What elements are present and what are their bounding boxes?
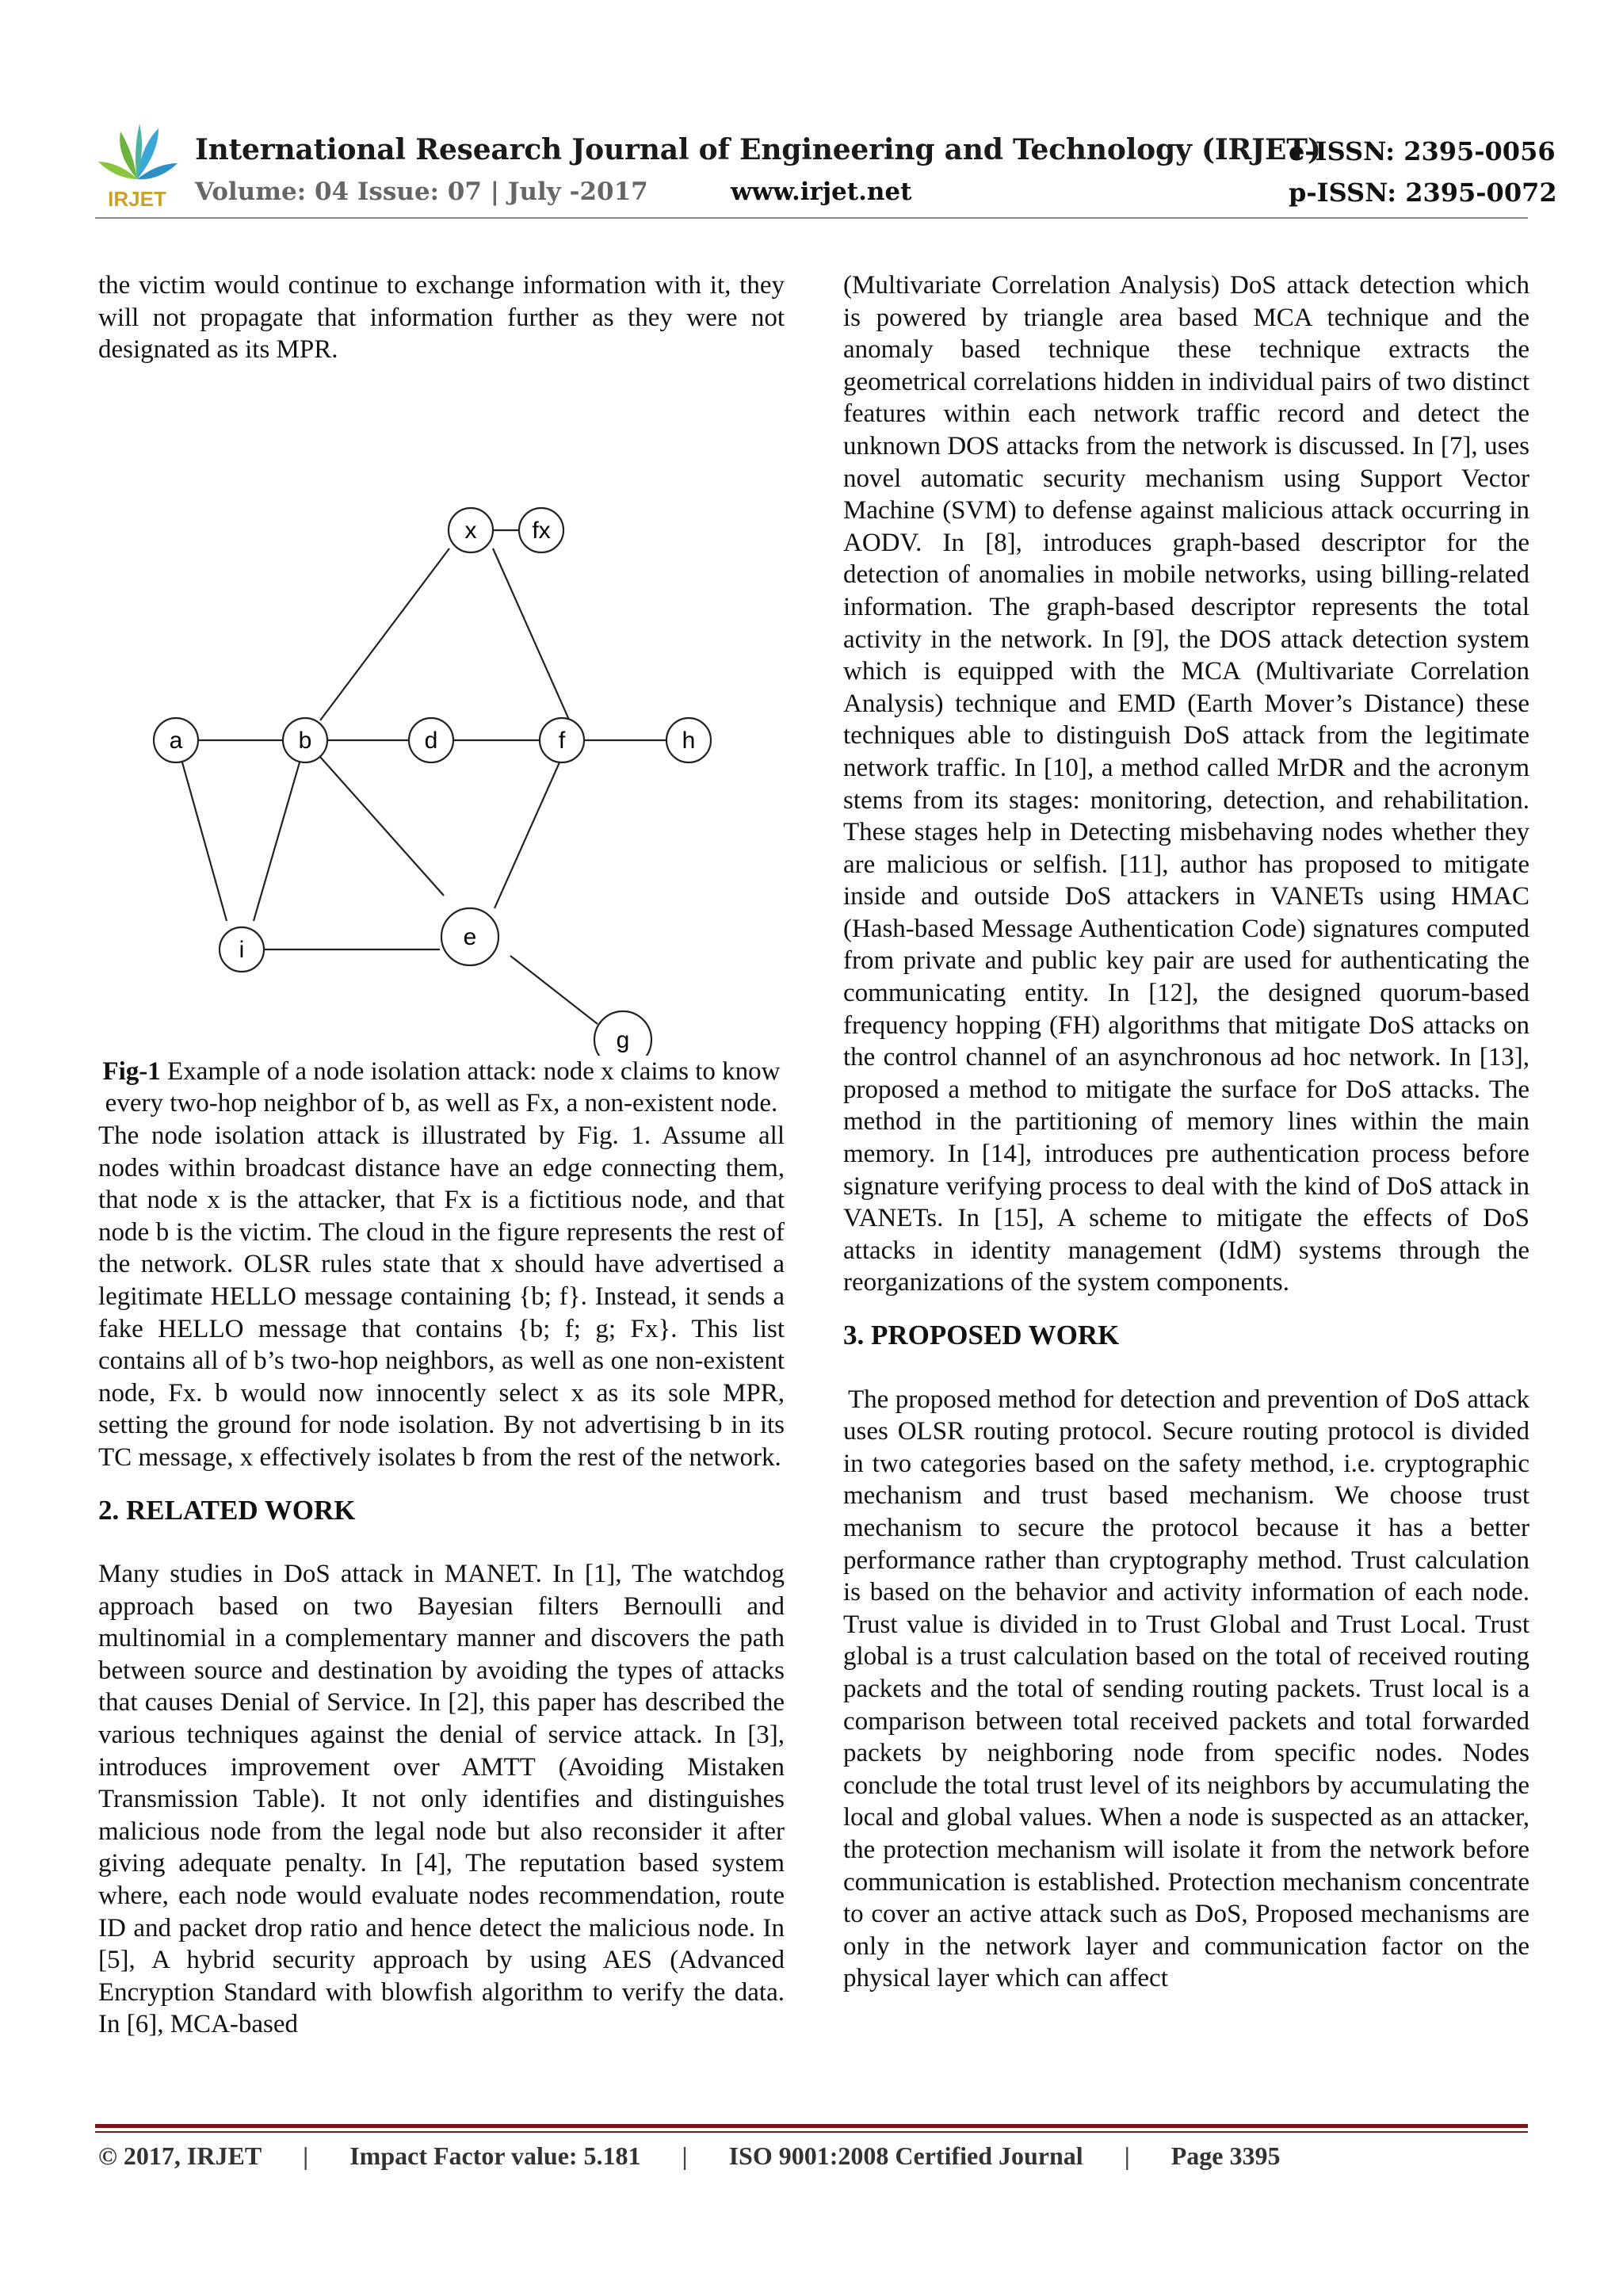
section-heading-related-work: 2. RELATED WORK bbox=[98, 1494, 356, 1526]
node-d bbox=[409, 718, 453, 762]
figure-caption-text: Example of a node isolation attack: node x claims to know every two-hop neighbor of b, as well as Fx, a non-existent node. bbox=[105, 1056, 781, 1118]
left-paragraph-3: Many studies in DoS attack in MANET. In [1], The watchdog approach based on two Bayesian filters Bernoulli and multinomial in a complementary manner and discovers the path between source and destination by avoiding the types of attacks that causes Denial of Service. In [2], this paper has described the various techniques against the denial of service attack. In [3], introduces improvement over AMTT (Avoiding Mistaken Transmission Table). It not only identifies and distinguishes malicious node from the legal node but also reconsider it after giving adequate penalty. In [4], The reputation based system where, each node would evaluate nodes recommendation, route ID and packet drop ratio and hence detect the malicious node. In [5], A hybrid security approach by using AES (Advanced Encryption Standard with blowfish algorithm to verify the data. In [6], MCA-based bbox=[98, 1560, 785, 2039]
footer-iso: ISO 9001:2008 Certified Journal bbox=[728, 2141, 1083, 2170]
svg-text:h: h bbox=[682, 727, 696, 754]
edge-b-i bbox=[254, 762, 300, 921]
svg-text:f: f bbox=[558, 727, 566, 754]
right-paragraph-1: (Multivariate Correlation Analysis) DoS attack detection which is powered by triangle area based MCA technique and the anomaly based technique these technique extracts the geometrical correlations hidden in individual pairs of two distinct features within each network traffic record and detect the unknown DOS attacks from the network is discussed. In [7], uses novel automatic security mechanism using Support Vector Machine (SVM) to defense against malicious attack occurring in AODV. In [8], introduces graph-based descriptor for the detection of anomalies in mobile networks, using billing-related information. The graph-based descriptor represents the total activity in the network. In [9], the DOS attack detection system which is equipped with the MCA (Multivariate Correlation Analysis) technique and EMD (Earth Mover’s Distance) these techniques able to distinguish DoS attack from the legitimate network traffic. In [10], a method called MrDR and the acronym stems from its stages: monitoring, detection, and rehabilitation. These stages help in Detecting misbehaving nodes whether they are malicious or selfish. [11], author has proposed to mitigate inside and outside DoS attackers in VANETs using HMAC (Hash-based Message Authentication Code) signatures computed from private and public key pair are used for authenticating the communicating entity. In [12], the designed quorum-based frequency hopping (FH) algorithms that mitigate DoS attacks on the control channel of an asynchronous ad hoc network. In [13], proposed a method to mitigate the surface for DoS attacks. The method in the partitioning of memory lines within the main memory. In [14], introduces pre authentication process before signature verifying process to deal with the kind of DoS attack in VANETs. In [15], A scheme to mitigate the effects of DoS attacks in identity management (IdM) systems through the reorganizations of the system components. bbox=[843, 271, 1529, 1297]
edge-e-g bbox=[510, 956, 598, 1024]
edge-x-b bbox=[320, 548, 449, 720]
left-paragraph-1: the victim would continue to exchange information with it, they will not propagate that information further as they were not designated as its MPR. bbox=[98, 271, 785, 365]
node-g bbox=[594, 1011, 651, 1056]
svg-text:b: b bbox=[298, 727, 312, 754]
figure-caption bbox=[98, 1056, 785, 1120]
node-b bbox=[283, 718, 327, 762]
irjet-logo-icon bbox=[94, 117, 181, 212]
figure-label: Fig-1 bbox=[102, 1056, 161, 1086]
svg-text:e: e bbox=[463, 923, 477, 950]
node-fx bbox=[519, 508, 563, 552]
network-diagram bbox=[98, 366, 785, 1056]
svg-text:d: d bbox=[424, 727, 438, 754]
node-e bbox=[441, 908, 498, 965]
journal-title: International Research Journal of Engineering and Technology (IRJET) bbox=[195, 133, 1321, 166]
svg-text:IRJET: IRJET bbox=[108, 187, 166, 211]
section-heading-proposed-work: 3. PROPOSED WORK bbox=[843, 1320, 1120, 1350]
left-paragraph-2: The node isolation attack is illustrated by Fig. 1. Assume all nodes within broadcast distance have an edge connecting them, that node x is the attacker, that Fx is a fictitious node, and that node b is the victim. The cloud in the figure represents the rest of the network. OLSR rules state that x should have advertised a legitimate HELLO message containing {b; f}. Instead, it sends a fake HELLO message that contains {b; f; g; Fx}. This list contains all of b’s two-hop neighbors, as well as one non-existent node, Fx. b would now innocently select x as its sole MPR, setting the ground for node isolation. By not advertising b in its TC message, x effectively isolates b from the rest of the network. bbox=[98, 1121, 785, 1472]
right-paragraph-2: The proposed method for detection and prevention of DoS attack uses OLSR routing protocol. Secure routing protocol is divided in two categories based on the safety method, i.e. cryptographic mechanism and trust based mechanism. We choose trust mechanism to secure the protocol because it has a better performance rather than cryptography method. Trust calculation is based on the behavior and activity information of each node. Trust value is divided in to Trust Global and Trust Local. Trust global is a trust calculation based on the total of received routing packets and the total of sending routing packets. Trust local is a comparison between total received packets and total forwarded packets by neighboring node from specific nodes. Nodes conclude the total trust level of its neighbors by accumulating the local and global values. When a node is suspected as an attacker, the protection mechanism will isolate it from the network before communication is established. Protection mechanism concentrate to cover an active attack such as DoS, Proposed mechanisms are only in the network layer and communication factor on the physical layer which can affect bbox=[843, 1385, 1529, 1993]
edge-x-f bbox=[493, 548, 569, 720]
page-footer bbox=[98, 2141, 1280, 2171]
footer-separator: | bbox=[303, 2141, 309, 2170]
svg-text:a: a bbox=[169, 727, 183, 754]
right-column bbox=[843, 269, 1529, 1995]
svg-text:g: g bbox=[616, 1026, 630, 1053]
issue-info: Volume: 04 Issue: 07 | July -2017 bbox=[195, 178, 648, 206]
footer-impact-factor: Impact Factor value: 5.181 bbox=[349, 2141, 641, 2170]
footer-rule-thick bbox=[95, 2124, 1528, 2128]
node-i bbox=[220, 927, 264, 972]
footer-separator: | bbox=[1124, 2141, 1130, 2170]
svg-text:fx: fx bbox=[532, 517, 551, 544]
journal-website: www.irjet.net bbox=[731, 178, 912, 206]
svg-text:i: i bbox=[239, 936, 245, 963]
footer-rule-thin bbox=[95, 2131, 1528, 2133]
p-issn: p-ISSN: 2395-0072 bbox=[1289, 178, 1557, 208]
figure-1 bbox=[98, 366, 785, 1056]
node-f bbox=[540, 718, 584, 762]
e-issn: e-ISSN: 2395-0056 bbox=[1289, 136, 1556, 166]
page-header bbox=[0, 0, 1623, 222]
footer-copyright: © 2017, IRJET bbox=[98, 2141, 262, 2170]
node-h bbox=[666, 718, 711, 762]
irjet-logo bbox=[94, 117, 181, 212]
node-x bbox=[449, 508, 493, 552]
diagram-nodes bbox=[154, 508, 711, 1056]
left-column bbox=[98, 269, 785, 2041]
svg-text:x: x bbox=[464, 517, 477, 544]
edge-f-e bbox=[495, 762, 559, 908]
edge-a-i bbox=[182, 762, 227, 921]
node-a bbox=[154, 718, 198, 762]
footer-page-number: Page 3395 bbox=[1170, 2141, 1281, 2170]
footer-separator: | bbox=[682, 2141, 688, 2170]
header-rule bbox=[95, 217, 1528, 219]
edge-b-e bbox=[320, 757, 444, 896]
